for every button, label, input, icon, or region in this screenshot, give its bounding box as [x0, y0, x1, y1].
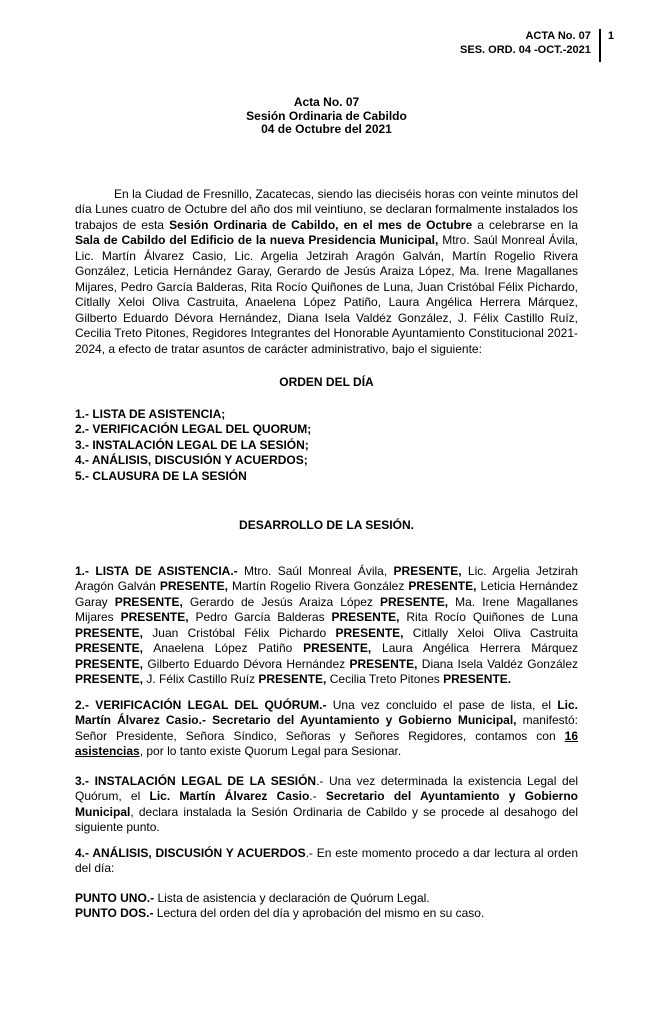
text-segment: PRESENTE,: [335, 625, 404, 640]
section-instalacion-legal: [75, 774, 578, 836]
header-divider-line: [599, 29, 601, 62]
punto-dos-line: [75, 906, 578, 922]
text-segment: PRESENTE,: [75, 625, 144, 640]
section-verificacion-quorum: [75, 698, 578, 760]
orden-del-dia-list: [75, 407, 578, 485]
text-segment: PRESENTE,: [159, 579, 228, 593]
page-number: 1: [607, 30, 614, 42]
text-segment: Anaelena López Patiño: [143, 641, 304, 655]
text-segment: Lic. Martín Álvarez Casio.- Secretario del Ayuntamiento y Gobierno Municipal,: [75, 697, 578, 727]
text-segment: Lista de asistencia y declaración de Quórum Legal.: [154, 890, 430, 905]
text-segment: PRESENTE,: [114, 594, 183, 609]
text-segment: PRESENTE,: [393, 563, 462, 578]
orden-del-dia-heading: ORDEN DEL DÍA: [279, 375, 374, 389]
text-segment: Lectura del orden del día y aprobación del mismo en su caso.: [153, 906, 485, 920]
text-segment: Citlally Xeloi Oliva Castruita: [403, 625, 578, 640]
text-segment: .- En este momento procedo a dar lectura al orden del día:: [75, 845, 578, 875]
text-segment: PRESENTE,: [75, 641, 144, 655]
desarrollo-heading: DESARROLLO DE LA SESIÓN.: [239, 518, 414, 532]
section-analisis-discusion: [75, 846, 578, 877]
text-segment: Pedro García Balderas: [188, 610, 332, 624]
text-segment: 4.- ANÁLISIS, DISCUSIÓN Y ACUERDOS: [75, 845, 306, 860]
text-segment: Sesión Ordinaria de Cabildo, en el mes de Octubre: [169, 217, 473, 232]
orden-item-3: 3.- INSTALACIÓN LEGAL DE LA SESIÓN;: [75, 437, 309, 452]
section-lista-asistencia: [75, 564, 578, 688]
punto-uno-line: [75, 891, 578, 907]
puntos-block: [75, 891, 578, 922]
orden-item-1: 1.- LISTA DE ASISTENCIA;: [75, 406, 226, 421]
text-segment: PRESENTE,: [331, 610, 400, 624]
text-segment: 3.- INSTALACIÓN LEGAL DE LA SESIÓN: [75, 773, 317, 788]
text-segment: 1.- LISTA DE ASISTENCIA.-: [75, 563, 238, 578]
text-segment: .- Una vez determinada la existencia Legal del Quórum, el: [75, 773, 579, 803]
text-segment: Leticia Hernández Garay: [75, 579, 579, 609]
text-segment: , declara instalada la Sesión Ordinaria de Cabildo y se procede al desahogo del siguiente punto.: [75, 804, 578, 834]
text-segment: PRESENTE,: [75, 656, 144, 671]
text-segment: PRESENTE.: [443, 672, 512, 686]
text-segment: Diana Isela Valdéz González: [417, 656, 578, 671]
text-segment: Juan Cristóbal Félix Pichardo: [143, 625, 336, 640]
intro-paragraph: [75, 187, 578, 358]
text-segment: Lic. Argelia Jetzirah Aragón Galván: [75, 563, 579, 593]
text-segment: manifestó: Señor Presidente, Señora Síndico, Señoras y Señores Regidores, contamos con: [75, 713, 578, 743]
orden-item-2: 2.- VERIFICACIÓN LEGAL DEL QUORUM;: [75, 422, 312, 436]
header-session-date: SES. ORD. 04 -OCT.-2021: [460, 44, 591, 56]
text-segment: PUNTO UNO.-: [75, 890, 155, 905]
header-labels: [460, 29, 591, 57]
text-segment: a celebrarse en la: [472, 217, 578, 232]
header-acta-number: ACTA No. 07: [525, 30, 591, 42]
text-segment: Gerardo de Jesús Araiza López: [182, 594, 381, 609]
title-session-type: Sesión Ordinaria de Cabildo: [246, 108, 407, 123]
text-segment: PRESENTE,: [380, 594, 449, 609]
text-segment: PRESENTE,: [258, 672, 327, 686]
document-title: [75, 96, 578, 137]
text-segment: Mtro. Saúl Monreal Ávila,: [237, 563, 394, 578]
text-segment: PRESENTE,: [303, 641, 372, 655]
text-segment: J. Félix Castillo Ruíz: [143, 672, 259, 686]
text-segment: Una vez concluido el pase de lista, el: [326, 697, 558, 712]
text-segment: Laura Angélica Herrera Márquez: [371, 641, 578, 655]
text-segment: 2.- VERIFICACIÓN LEGAL DEL QUÓRUM.-: [75, 697, 327, 712]
text-segment: En la Ciudad de Fresnillo, Zacatecas, siendo las dieciséis horas con veinte minutos del día Lunes cuatro de Octubre del año dos mil veintiuno, se declaran formalmente instalados los trabajos de esta: [75, 186, 578, 232]
orden-item-5: 5.- CLAUSURA DE LA SESIÓN: [75, 468, 247, 483]
title-acta-number: Acta No. 07: [293, 95, 360, 109]
text-segment: PRESENTE,: [408, 579, 477, 593]
text-segment: PRESENTE,: [75, 672, 144, 686]
text-segment: Rita Rocío Quiñones de Luna: [399, 610, 578, 624]
text-segment: Lic. Martín Álvarez Casio: [149, 789, 310, 803]
text-segment: Secretario del Ayuntamiento y Gobierno Municipal: [75, 789, 578, 819]
text-segment: Mtro. Saúl Monreal Ávila, Lic. Martín Álvarez Casio, Lic. Argelia Jetzirah Aragón Galván, Martín Rogelio Rivera González, Leticia Hernández Garay, Gerardo de Jesús Araiza López, Ma. Irene Magallanes Mijares, Pedro García Balderas, Rita Rocío Quiñones de Luna, Juan Cristóbal Félix Pichardo, Citlally Xeloi Oliva Castruita, Anaelena López Patiño, Laura Angélica Herrera Márquez, Gilberto Eduardo Dévora Hernández, Diana Isela Valdéz González, J. Félix Castillo Ruíz, Cecilia Treto Pitones, Regidores Integrantes del Honorable Ayuntamiento Constitucional 2021-2024, a efecto de tratar asuntos de carácter administrativo, bajo el siguiente:: [75, 233, 578, 356]
text-segment: PUNTO DOS.-: [75, 906, 154, 920]
text-segment: Ma. Irene Magallanes Mijares: [75, 594, 578, 624]
document-header: [460, 29, 614, 62]
text-segment: Martín Rogelio Rivera González: [227, 579, 409, 593]
title-session-date: 04 de Octubre del 2021: [261, 122, 392, 136]
text-segment: Cecilia Treto Pitones: [326, 672, 444, 686]
text-segment: PRESENTE,: [349, 656, 418, 671]
text-segment: Sala de Cabildo del Edificio de la nueva Presidencia Municipal,: [75, 233, 439, 247]
text-segment: , por lo tanto existe Quorum Legal para Sesionar.: [139, 744, 402, 758]
text-segment: Gilberto Eduardo Dévora Hernández: [143, 656, 350, 671]
orden-item-4: 4.- ANÁLISIS, DISCUSIÓN Y ACUERDOS;: [75, 453, 308, 467]
text-segment: PRESENTE,: [120, 610, 189, 624]
text-segment: 16 asistencias: [75, 728, 578, 758]
text-segment: .-: [309, 789, 326, 803]
